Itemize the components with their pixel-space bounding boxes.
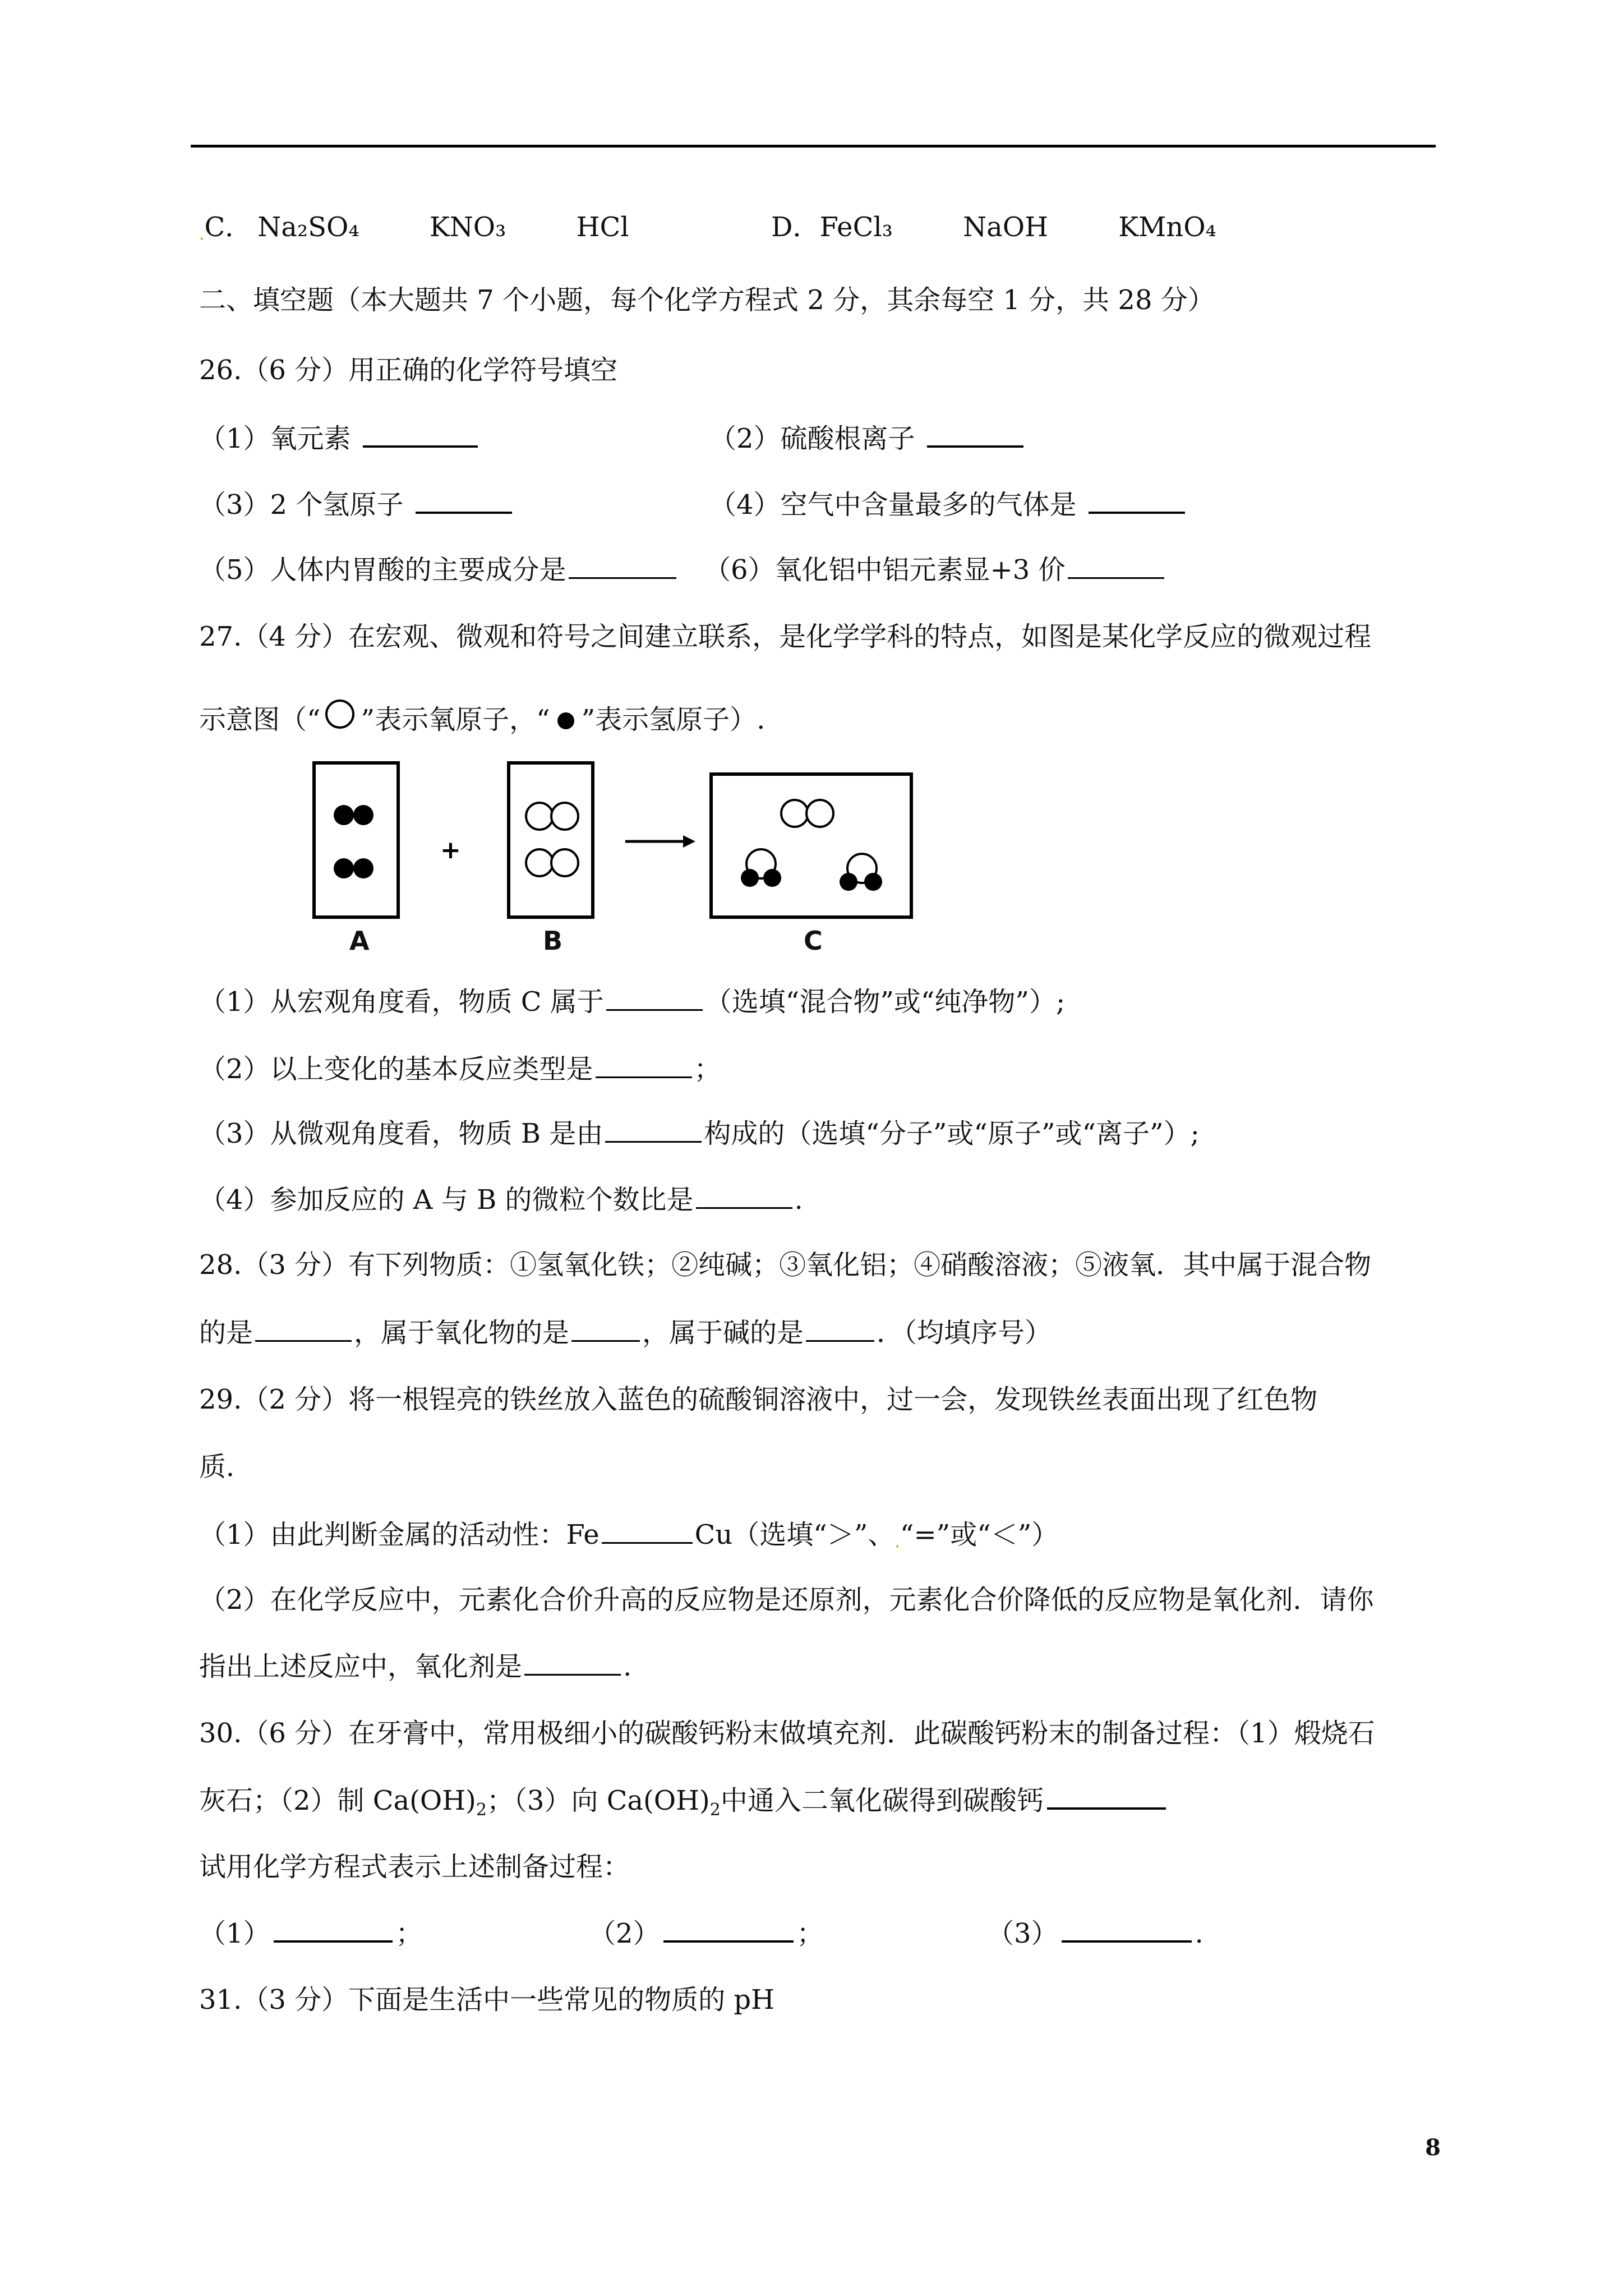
options-cd-row <box>199 210 629 251</box>
box-b <box>509 763 593 917</box>
q26-item-1-text: （1）氧元素 <box>199 423 351 454</box>
answer-blank[interactable] <box>696 1182 792 1209</box>
option-c-item-1: Na₂SO₄ <box>257 211 359 243</box>
subscript: 2 <box>709 1800 721 1820</box>
q26-item-3-text: （3）2 个氢原子 <box>199 489 404 521</box>
q27-stem-line2 <box>199 698 765 737</box>
q26-item-3 <box>199 487 515 522</box>
answer-blank[interactable] <box>1068 553 1164 579</box>
hydrogen-atom-icon <box>552 707 579 734</box>
q26-item-5 <box>199 553 679 587</box>
q29-item-1-text: （1）由此判断金属的活动性：Fe <box>199 1519 600 1550</box>
mark-dot: . <box>199 224 205 244</box>
q28-line1: 28.（3 分）有下列物质：①氢氧化铁；②纯碱；③氧化铝；④硝酸溶液；⑤液氧．其中属于混合物 <box>199 1249 1372 1281</box>
q30-eq-3-end: . <box>1195 1918 1204 1949</box>
q26-stem: 26.（6 分）用正确的化学符号填空 <box>199 355 618 386</box>
answer-blank[interactable] <box>1062 1916 1192 1943</box>
hydrogen-atom <box>353 805 374 825</box>
answer-blank[interactable] <box>569 553 676 579</box>
oxygen-atom <box>526 849 553 876</box>
q26-item-4-text: （4）空气中含量最多的气体是 <box>709 489 1077 521</box>
q26-item-6-text: （6）氧化铝中铝元素显+3 价 <box>704 554 1066 586</box>
answer-blank[interactable] <box>274 1916 393 1943</box>
q31-stem: 31.（3 分）下面是生活中一些常见的物质的 pH <box>199 1984 774 2016</box>
box-a <box>314 763 398 917</box>
q29-line2: 质． <box>199 1451 253 1483</box>
answer-blank[interactable] <box>596 1052 692 1078</box>
q30-text-c: 中通入二氧化碳得到碳酸钙 <box>720 1785 1044 1816</box>
q30-eq-1-end: ； <box>395 1918 423 1949</box>
q29-item-1-hint-end: “=”或“＜”） <box>900 1519 1059 1550</box>
q26-item-4 <box>709 487 1188 522</box>
oxygen-atom <box>551 803 578 830</box>
q27-item-4-text: （4）参加反应的 A 与 B 的微粒个数比是 <box>199 1184 694 1216</box>
answer-blank[interactable] <box>1089 487 1185 514</box>
hydrogen-atom <box>840 873 857 891</box>
plus-sign: + <box>440 836 461 864</box>
q27-item-1-hint: （选填“混合物”或“纯净物”）; <box>704 986 1066 1018</box>
q26-item-2 <box>709 421 1027 455</box>
option-d-item-2: NaOH <box>963 211 1048 243</box>
q30-line3: 试用化学方程式表示上述制备过程： <box>199 1851 630 1883</box>
answer-blank[interactable] <box>571 1315 640 1342</box>
oxygen-atom <box>806 800 833 827</box>
q28-text-c: ，属于碱的是 <box>642 1317 804 1349</box>
oxygen-atom <box>526 803 553 830</box>
answer-blank[interactable] <box>524 1649 621 1676</box>
answer-blank[interactable] <box>605 1116 702 1143</box>
q27-stem-line2-part-a: 示意图（“ <box>199 704 321 735</box>
q26-item-5-text: （5）人体内胃酸的主要成分是 <box>199 554 566 586</box>
hydrogen-atom <box>741 869 759 887</box>
q27-item-1-text: （1）从宏观角度看，物质 C 属于 <box>199 986 604 1018</box>
label-b: B <box>543 926 563 956</box>
option-d-item-3: KMnO₄ <box>1118 211 1216 243</box>
q29-line1: 29.（2 分）将一根锃亮的铁丝放入蓝色的硫酸铜溶液中，过一会，发现铁丝表面出现了红色物 <box>199 1384 1318 1415</box>
option-d-item-1: FeCl₃ <box>819 211 893 243</box>
q30-eq-1 <box>199 1916 423 1950</box>
q27-item-2-hint: ； <box>694 1053 721 1085</box>
reaction-diagram-svg <box>303 757 976 970</box>
oxygen-atom-icon <box>323 698 359 734</box>
q26-item-6 <box>704 553 1166 587</box>
hydrogen-atom <box>334 805 354 825</box>
q29-item-2-end: . <box>623 1651 632 1682</box>
q27-item-4 <box>199 1182 803 1217</box>
answer-blank[interactable] <box>663 1916 794 1943</box>
answer-blank[interactable] <box>806 1315 874 1342</box>
answer-blank[interactable] <box>255 1315 352 1342</box>
q29-item-2-line1: （2）在化学反应中，元素化合价升高的反应物是还原剂，元素化合价降低的反应物是氧化剂．请你 <box>199 1584 1374 1616</box>
box-c <box>711 774 911 917</box>
option-c-item-3: HCl <box>576 211 629 243</box>
q27-stem-line2-part-c: ”表示氢原子）. <box>581 704 766 735</box>
q29-item-1 <box>199 1517 1058 1559</box>
option-c-label: C． <box>204 211 252 243</box>
q29-item-2-line2 <box>199 1649 631 1683</box>
q27-item-3-hint: 构成的（选填“分子”或“原子”或“离子”）; <box>704 1118 1200 1149</box>
mark-dot: . <box>895 1532 900 1552</box>
q27-item-4-hint: . <box>794 1184 803 1216</box>
q27-item-1 <box>199 984 1065 1019</box>
reaction-diagram <box>303 757 976 977</box>
q30-eq-3 <box>987 1916 1204 1950</box>
label-a: A <box>349 926 370 956</box>
q26-item-2-text: （2）硫酸根离子 <box>709 423 915 454</box>
q30-eq-2-end: ； <box>796 1918 824 1949</box>
oxygen-atom <box>551 849 578 876</box>
q30-line2 <box>199 1783 1169 1818</box>
q30-eq-1-label: （1） <box>199 1918 270 1949</box>
q30-text-b: ；（3）向 Ca(OH) <box>486 1785 710 1816</box>
answer-blank[interactable] <box>927 421 1023 448</box>
answer-blank[interactable] <box>602 1517 693 1544</box>
answer-blank[interactable] <box>416 487 512 514</box>
option-c-item-2: KNO₃ <box>429 211 506 243</box>
hydrogen-atom <box>864 873 882 891</box>
q27-stem-line2-part-b: ”表示氧原子，“ <box>361 704 550 735</box>
hydrogen-atom <box>353 858 374 878</box>
section2-title: 二、填空题（本大题共 7 个小题，每个化学方程式 2 分，其余每空 1 分，共 28 分） <box>199 284 1215 316</box>
hydrogen-atom <box>334 858 354 878</box>
q26-item-1 <box>199 421 481 455</box>
header-rule <box>191 145 1436 148</box>
q30-text-a: 灰石；（2）制 Ca(OH) <box>199 1785 476 1816</box>
option-d-label: D． <box>771 211 820 243</box>
answer-blank[interactable] <box>363 421 478 448</box>
oxygen-atom <box>781 800 808 827</box>
subscript: 2 <box>476 1800 487 1820</box>
page-number: 8 <box>1425 2134 1441 2161</box>
q28-text-a: 的是 <box>199 1317 253 1349</box>
q27-item-3 <box>199 1116 1200 1151</box>
answer-blank[interactable] <box>606 984 703 1011</box>
options-d-row <box>771 210 1216 244</box>
q27-item-2 <box>199 1052 721 1086</box>
q29-item-2-text: 指出上述反应中，氧化剂是 <box>199 1651 523 1682</box>
hydrogen-atom <box>763 869 781 887</box>
q30-eq-3-label: （3） <box>987 1918 1058 1949</box>
q27-stem-line1: 27.（4 分）在宏观、微观和符号之间建立联系，是化学学科的特点，如图是某化学反应的微观过程 <box>199 621 1372 652</box>
label-c: C <box>804 926 823 956</box>
q30-line1: 30.（6 分）在牙膏中，常用极细小的碳酸钙粉末做填充剂．此碳酸钙粉末的制备过程：（1）煅烧石 <box>199 1718 1375 1749</box>
answer-blank[interactable] <box>1047 1783 1166 1810</box>
q30-eq-2-label: （2） <box>589 1918 660 1949</box>
q28-text-d: ．（均填序号） <box>877 1317 1052 1349</box>
q27-item-2-text: （2）以上变化的基本反应类型是 <box>199 1053 593 1085</box>
q30-eq-2 <box>589 1916 824 1950</box>
q27-item-3-text: （3）从微观角度看，物质 B 是由 <box>199 1118 603 1149</box>
q28-line2 <box>199 1315 1052 1350</box>
q28-text-b: ，属于氧化物的是 <box>354 1317 570 1349</box>
reaction-arrow-head <box>683 835 695 848</box>
q29-item-1-hint: Cu（选填“＞”、 <box>694 1519 895 1550</box>
